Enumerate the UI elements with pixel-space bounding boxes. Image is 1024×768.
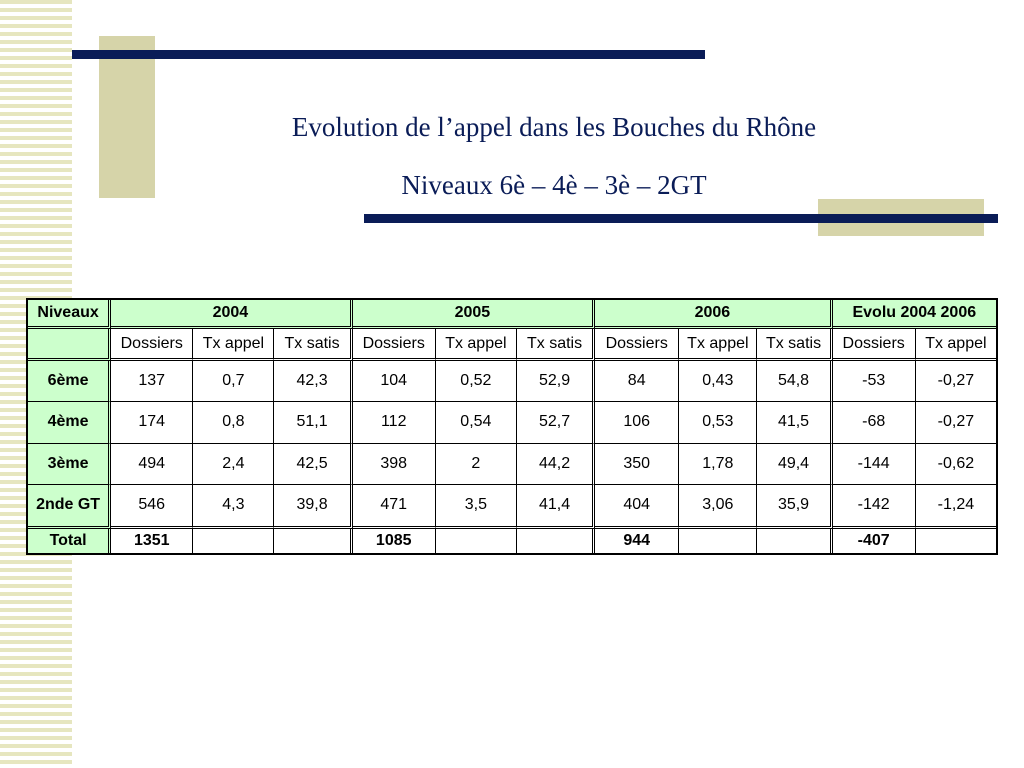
row-label: 4ème — [28, 402, 111, 443]
table-cell: 52,7 — [517, 402, 595, 443]
column-header: Tx appel — [193, 329, 274, 360]
table-cell: 39,8 — [274, 485, 352, 529]
table-cell: 49,4 — [757, 444, 832, 485]
total-cell: 944 — [595, 529, 679, 553]
table-cell: 84 — [595, 361, 679, 402]
column-header: Dossiers — [833, 329, 916, 360]
column-header: Dossiers — [111, 329, 193, 360]
column-header: Tx appel — [916, 329, 996, 360]
slide-title: Evolution de l’appel dans les Bouches du Rhône — [291, 112, 817, 142]
total-cell — [517, 529, 595, 553]
table-cell: 51,1 — [274, 402, 352, 443]
table-cell: 0,52 — [436, 361, 517, 402]
table-cell: 0,53 — [679, 402, 757, 443]
total-cell — [436, 529, 517, 553]
table-cell: -0,27 — [916, 402, 996, 443]
year-header: 2005 — [353, 300, 595, 329]
total-cell: -407 — [833, 529, 916, 553]
decorative-square-top — [99, 36, 155, 198]
table-cell: 3,06 — [679, 485, 757, 529]
table-cell: 0,8 — [193, 402, 274, 443]
table-cell: 0,43 — [679, 361, 757, 402]
table-cell: 350 — [595, 444, 679, 485]
table-cell: 54,8 — [757, 361, 832, 402]
table-cell: -144 — [833, 444, 916, 485]
table-cell: 404 — [595, 485, 679, 529]
total-row — [28, 529, 996, 553]
table-cell: 494 — [111, 444, 193, 485]
total-cell — [679, 529, 757, 553]
total-cell — [274, 529, 352, 553]
year-header: 2004 — [111, 300, 352, 329]
year-header-row — [28, 300, 996, 329]
table-cell: 3,5 — [436, 485, 517, 529]
row-label: 3ème — [28, 444, 111, 485]
table-cell: -0,62 — [916, 444, 996, 485]
table-cell: 2,4 — [193, 444, 274, 485]
column-header: Dossiers — [353, 329, 436, 360]
total-cell — [916, 529, 996, 553]
table-cell: 137 — [111, 361, 193, 402]
column-header: Tx satis — [757, 329, 832, 360]
table-row — [28, 485, 996, 529]
table-cell: 104 — [353, 361, 436, 402]
decorative-line-bottom — [364, 214, 998, 223]
table-cell: -53 — [833, 361, 916, 402]
table-cell: -0,27 — [916, 361, 996, 402]
table-cell: 42,5 — [274, 444, 352, 485]
table-cell: 44,2 — [517, 444, 595, 485]
table-row — [28, 444, 996, 485]
total-cell — [193, 529, 274, 553]
total-label: Total — [28, 529, 111, 553]
column-header: Tx appel — [679, 329, 757, 360]
row-label: 2nde GT — [28, 485, 111, 529]
slide-subtitle: Niveaux 6è – 4è – 3è – 2GT — [401, 170, 707, 200]
column-header: Tx satis — [274, 329, 352, 360]
table-cell: -1,24 — [916, 485, 996, 529]
table-cell: -142 — [833, 485, 916, 529]
evolution-header: Evolu 2004 2006 — [833, 300, 996, 329]
subheader-row — [28, 329, 996, 360]
table-cell: 0,54 — [436, 402, 517, 443]
corner-header: Niveaux — [28, 300, 111, 329]
table-cell: 546 — [111, 485, 193, 529]
column-header: Dossiers — [595, 329, 679, 360]
table-cell: 106 — [595, 402, 679, 443]
table-cell: 471 — [353, 485, 436, 529]
table-cell: 0,7 — [193, 361, 274, 402]
appeal-table — [26, 298, 998, 555]
table-cell: 2 — [436, 444, 517, 485]
table-cell: 4,3 — [193, 485, 274, 529]
table-cell: 398 — [353, 444, 436, 485]
table-row — [28, 402, 996, 443]
table-cell: 35,9 — [757, 485, 832, 529]
table-cell: -68 — [833, 402, 916, 443]
corner-empty — [28, 329, 111, 360]
column-header: Tx satis — [517, 329, 595, 360]
table-cell: 52,9 — [517, 361, 595, 402]
column-header: Tx appel — [436, 329, 517, 360]
total-cell: 1085 — [353, 529, 436, 553]
table-cell: 42,3 — [274, 361, 352, 402]
table-cell: 112 — [353, 402, 436, 443]
total-cell: 1351 — [111, 529, 193, 553]
table-cell: 1,78 — [679, 444, 757, 485]
total-cell — [757, 529, 832, 553]
year-header: 2006 — [595, 300, 832, 329]
table-cell: 174 — [111, 402, 193, 443]
row-label: 6ème — [28, 361, 111, 402]
decorative-line-top — [72, 50, 705, 59]
table-cell: 41,5 — [757, 402, 832, 443]
table-row — [28, 361, 996, 402]
table-cell: 41,4 — [517, 485, 595, 529]
